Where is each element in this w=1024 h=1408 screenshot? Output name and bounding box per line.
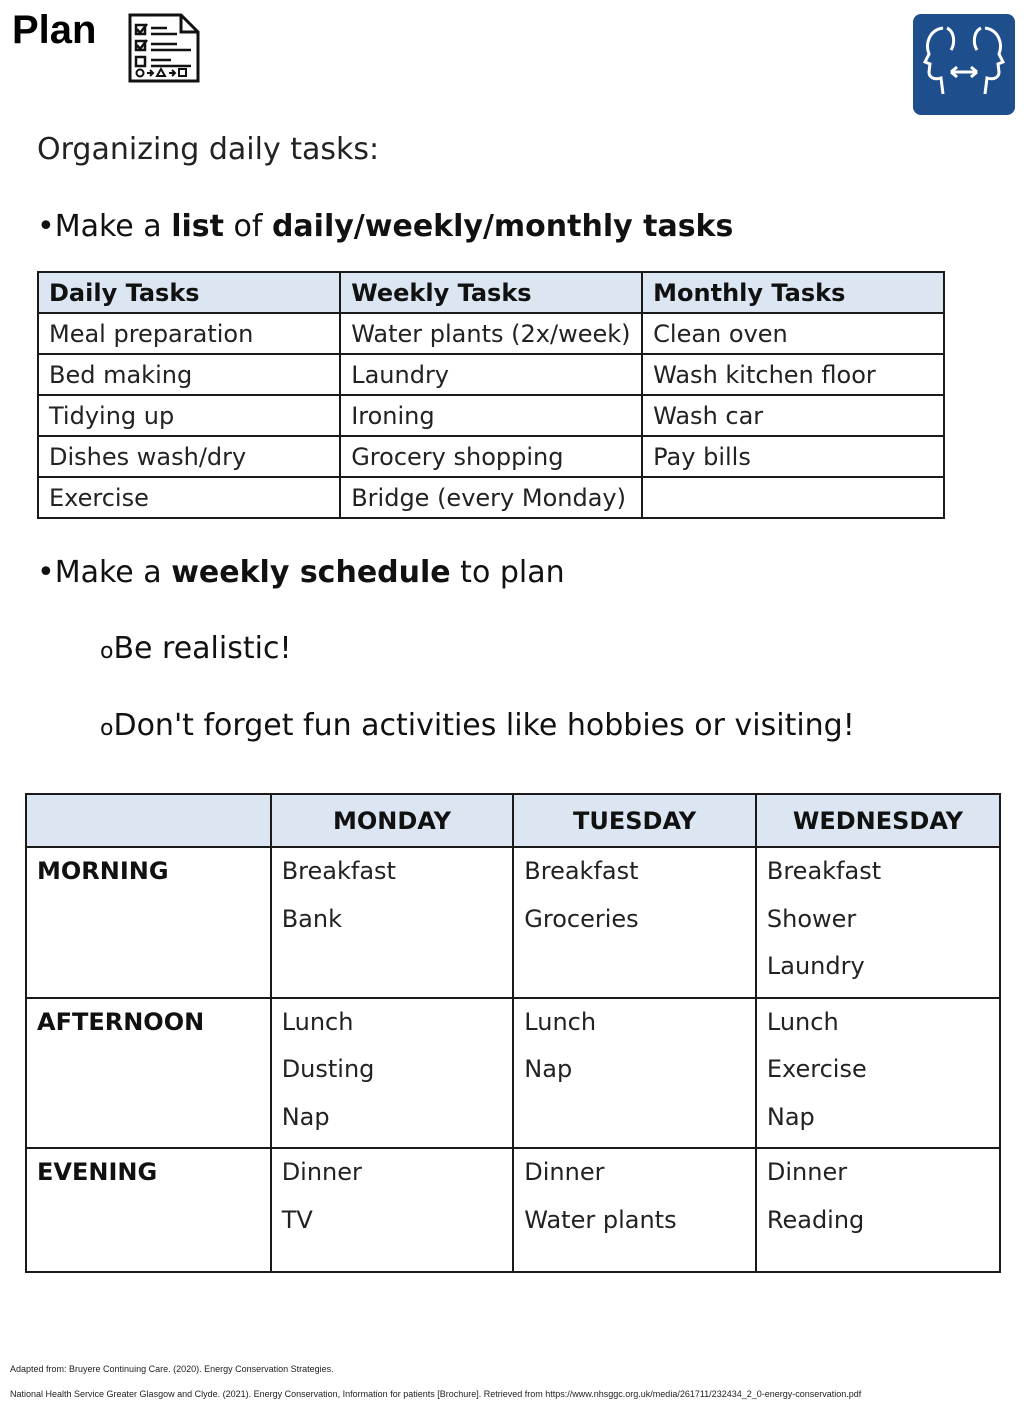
page-title: Plan [12, 8, 97, 52]
schedule-cell [756, 1148, 1000, 1272]
activity: Breakfast [281, 857, 396, 885]
activity: Shower [766, 904, 857, 933]
day-header: TUESDAY [513, 794, 756, 847]
table-row [26, 998, 1000, 1149]
table-cell: Wash kitchen floor [642, 354, 944, 395]
table-cell: Water plants (2x/week) [340, 313, 642, 354]
schedule-cell [513, 847, 756, 998]
weekly-schedule-table [25, 793, 1001, 1273]
table-row [26, 847, 1000, 998]
checklist-icon [127, 13, 201, 83]
footnote-citation: National Health Service Greater Glasgow and Clyde. (2021). Energy Conservation, Information for patients [Brochure]. Retrieved from https://www.nhsggc.org.uk/media/261711/232434_2_0-energy-conservation.pdf [10, 1389, 862, 1399]
table-cell: Pay bills [642, 436, 944, 477]
table-cell: Ironing [340, 395, 642, 436]
table-cell: Laundry [340, 354, 642, 395]
day-header: MONDAY [271, 794, 514, 847]
schedule-cell [271, 847, 514, 998]
activity: Reading [766, 1205, 865, 1234]
column-header: Monthly Tasks [642, 272, 944, 313]
table-row [38, 313, 944, 354]
period-label: AFTERNOON [26, 998, 271, 1149]
activity: Dinner [524, 1158, 605, 1186]
schedule-cell [271, 998, 514, 1149]
table-cell: Clean oven [642, 313, 944, 354]
activity: Groceries [524, 904, 639, 933]
table-cell: Dishes wash/dry [38, 436, 340, 477]
period-label: EVENING [26, 1148, 271, 1272]
bullet-list-tasks: •Make a list of daily/weekly/monthly tasks [37, 209, 734, 244]
section-heading: Organizing daily tasks: [37, 132, 380, 167]
bullet-weekly-schedule: •Make a weekly schedule to plan [37, 555, 565, 590]
activity: Lunch [524, 1007, 597, 1036]
activity: Nap [766, 1102, 815, 1131]
activity: Dinner [766, 1158, 848, 1186]
table-cell [642, 477, 944, 518]
activity: Exercise [766, 1055, 867, 1083]
schedule-cell [271, 1148, 514, 1272]
column-header: Weekly Tasks [340, 272, 642, 313]
table-cell: Grocery shopping [340, 436, 642, 477]
table-row [38, 436, 944, 477]
table-row [38, 477, 944, 518]
activity: Lunch [766, 1007, 839, 1036]
tasks-table [37, 271, 945, 519]
schedule-cell [756, 998, 1000, 1149]
schedule-cell [756, 847, 1000, 998]
footnote-citation: Adapted from: Bruyere Continuing Care. (2020). Energy Conservation Strategies. [10, 1364, 334, 1374]
column-header: Daily Tasks [38, 272, 340, 313]
activity: Nap [524, 1055, 573, 1083]
activity: Bank [281, 904, 342, 933]
table-cell: Meal preparation [38, 313, 340, 354]
face-to-face-icon [913, 14, 1015, 115]
table-row [38, 395, 944, 436]
table-cell: Wash car [642, 395, 944, 436]
table-header-row [26, 794, 1000, 847]
table-cell: Bridge (every Monday) [340, 477, 642, 518]
sub-bullet-item: oDon't forget fun activities like hobbies or visiting! [100, 708, 855, 743]
activity: TV [281, 1205, 313, 1234]
table-cell: Tidying up [38, 395, 340, 436]
table-cell: Bed making [38, 354, 340, 395]
activity: Breakfast [766, 857, 882, 885]
activity: Water plants [524, 1205, 677, 1234]
activity: Dusting [281, 1055, 375, 1083]
activity: Dinner [281, 1158, 362, 1186]
period-label: MORNING [26, 847, 271, 998]
table-row [38, 354, 944, 395]
schedule-cell [513, 1148, 756, 1272]
table-cell: Exercise [38, 477, 340, 518]
day-header: WEDNESDAY [756, 794, 1000, 847]
activity: Laundry [766, 952, 865, 980]
schedule-cell [513, 998, 756, 1149]
activity: Lunch [281, 1007, 354, 1036]
table-header-row [38, 272, 944, 313]
table-row [26, 1148, 1000, 1272]
activity: Nap [281, 1102, 330, 1131]
sub-bullet-item: oBe realistic! [100, 631, 292, 666]
corner-cell [26, 794, 271, 847]
activity: Breakfast [524, 857, 639, 885]
